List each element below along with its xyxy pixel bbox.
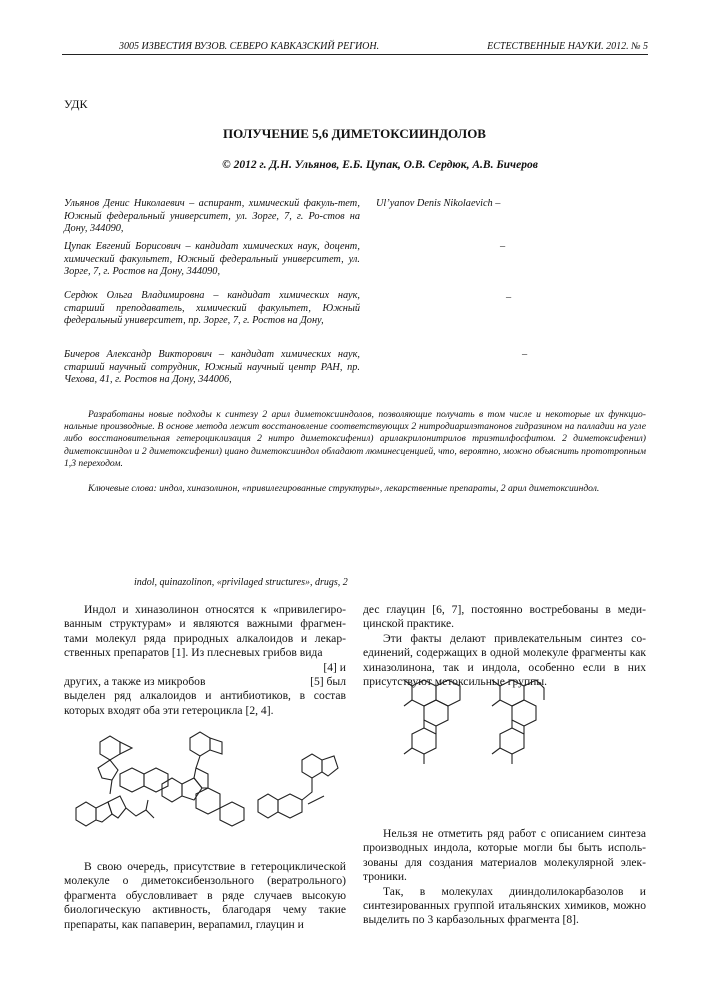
pyrrole-ring xyxy=(120,742,132,754)
benzene-ring xyxy=(144,768,168,792)
benzene-ring xyxy=(258,794,278,818)
benzene-ring xyxy=(100,736,120,760)
affiliation-1-en: Ul’yanov Denis Nikolaevich – xyxy=(376,198,501,209)
body-left-bottom xyxy=(64,860,346,932)
quinazolinone-ring xyxy=(120,768,144,792)
keywords: Ключевые слова: индол, хиназолинон, «привилегированные структуры», лекарственные препараты, 2 арил диметоксииндол. xyxy=(88,483,600,494)
body-line: [4] и xyxy=(323,660,346,674)
ring xyxy=(210,738,222,754)
glaucine-structures-figure xyxy=(392,672,552,784)
benzene-ring xyxy=(76,802,96,826)
affiliation-4: Бичеров Александр Викторович – кандидат химических наук, старший научный сотрудник, Южный научный центр РАН, пр. Чехова, 41, г. Ростов на Дону, 344006, xyxy=(64,349,360,386)
alkaloid-structures-figure xyxy=(62,730,352,830)
ring xyxy=(182,778,202,800)
header-rule xyxy=(62,54,648,55)
affiliation-3-en: – xyxy=(506,292,512,303)
affiliation-1: Ульянов Денис Николаевич – аспирант, химический факуль-тет, Южный федеральный университет, ул. Зорге, 7, г. Ро-стов на Дону, 344090, xyxy=(64,198,360,235)
abstract: Разработаны новые подходы к синтезу 2 арил диметоксииндолов, позволяющие получать в том числе и некоторые их функцио-нальные производные. В основе метода лежит восстановление соответствующих 2 нитродиарилэтанонов гидразином на палладии на угле либо восстановительная гетероциклизация 2 нитро диметоксифенил) арилакрилонитрилов триэтилфосфитом. 2 диметоксифенил) диметоксииндол и 2 диметоксифенил) циано диметоксииндол обладают люминесценцией, что, вероятно, можно объяснить прототропным 1,3 переходом. xyxy=(64,409,646,469)
body-line: [5] был xyxy=(310,675,346,689)
article-title: ПОЛУЧЕНИЕ 5,6 ДИМЕТОКСИИНДОЛОВ xyxy=(223,126,486,141)
ring xyxy=(196,788,220,814)
paragraph: Так, в молекулах дииндолилокарбазолов и синтезированных группой итальянских химиков, можно выделить по 3 карбазольных фрагмента [8]. xyxy=(363,884,646,927)
body-left-top xyxy=(64,603,346,718)
body-right-bottom xyxy=(363,827,646,928)
paragraph: Индол и хиназолинон относятся к «привилегиро-ванным структурам» и являются важными фрагмен-тами молекул ряда природных алкалоидов и лекар-ственных препаратов [1]. Из плесневых грибов вида xyxy=(64,603,346,660)
benzene-ring xyxy=(190,732,210,756)
bond xyxy=(308,796,324,804)
bond xyxy=(110,780,112,794)
ring xyxy=(98,760,118,780)
paragraph: Эти факты делают привлекательным синтез со-единений, содержащих в одной молекуле фрагменты как хиназолинона, так и индола, особенно если в них присутствуют метоксильные группы. xyxy=(363,631,646,689)
affiliation-4-en: – xyxy=(522,349,528,360)
benzene-ring xyxy=(412,728,436,754)
affiliation-2-en: – xyxy=(500,241,506,252)
methoxy-bond xyxy=(492,680,500,686)
ring xyxy=(278,794,302,818)
bond xyxy=(146,800,148,810)
benzene-ring xyxy=(500,728,524,754)
affiliation-2: Цупак Евгений Борисович – кандидат химических наук, доцент, химический факультет, Южный федеральный университет, ул. Зорге, 7, г. Ростов на Дону, 344090, xyxy=(64,241,360,278)
affiliation-3: Сердюк Ольга Владимировна – кандидат химических наук, старший преподаватель, химический факультет, Южный федеральный университет, пр. Зорге, 7, г. Ростов на Дону, xyxy=(64,290,360,327)
bond xyxy=(302,778,312,800)
keywords-en: indol, quinazolinon, «privilaged structures», drugs, 2 xyxy=(134,577,348,588)
bond xyxy=(196,756,200,768)
paragraph: дес глауцин [6, 7], постоянно востребованы в меди-цинской практике. xyxy=(363,603,646,631)
methoxy-bond xyxy=(492,700,500,706)
ring xyxy=(96,802,112,822)
ring xyxy=(322,756,338,776)
paragraph: В свою очередь, присутствие в гетероциклической молекуле о диметоксибензольного (вератрольного) фрагмента обусловливает в ряде случаев высокую биологическую активность, благодаря чему такие препараты, как папаверин, верапамил, глауцин и xyxy=(64,860,346,931)
benzene-ring xyxy=(220,802,244,826)
methoxy-bond xyxy=(404,680,412,686)
ring xyxy=(194,768,208,788)
side-chain xyxy=(524,680,544,700)
body-line: выделен ряд алкалоидов и антибиотиков, в состав которых входят оба эти гетероцикла [2, 4]. xyxy=(64,689,346,717)
body-line: других, а также из микробов xyxy=(64,675,206,689)
authors-line: © 2012 г. Д.Н. Ульянов, Е.Б. Цупак, О.В. Сердюк, А.В. Бичеров xyxy=(222,159,538,171)
methoxy-bond xyxy=(404,748,412,754)
running-header-right: ЕСТЕСТВЕННЫЕ НАУКИ. 2012. № 5 xyxy=(487,41,648,52)
benzene-ring xyxy=(302,754,322,778)
running-header-left: 3005 ИЗВЕСТИЯ ВУЗОВ. СЕВЕРО КАВКАЗСКИЙ РЕГИОН. xyxy=(119,41,380,52)
benzene-ring xyxy=(162,778,182,802)
methoxy-bond xyxy=(404,700,412,706)
body-line-row xyxy=(64,675,346,689)
methoxy-bond xyxy=(492,748,500,754)
ring xyxy=(424,700,448,726)
ring xyxy=(512,700,536,726)
side-chain xyxy=(126,808,154,818)
udk-label: УДК xyxy=(64,97,88,111)
paragraph: Нельзя не отметить ряд работ с описанием синтеза производных индола, которые могли бы быть исполь-зованы для создания материалов молекулярной элек-троники. xyxy=(363,827,646,884)
